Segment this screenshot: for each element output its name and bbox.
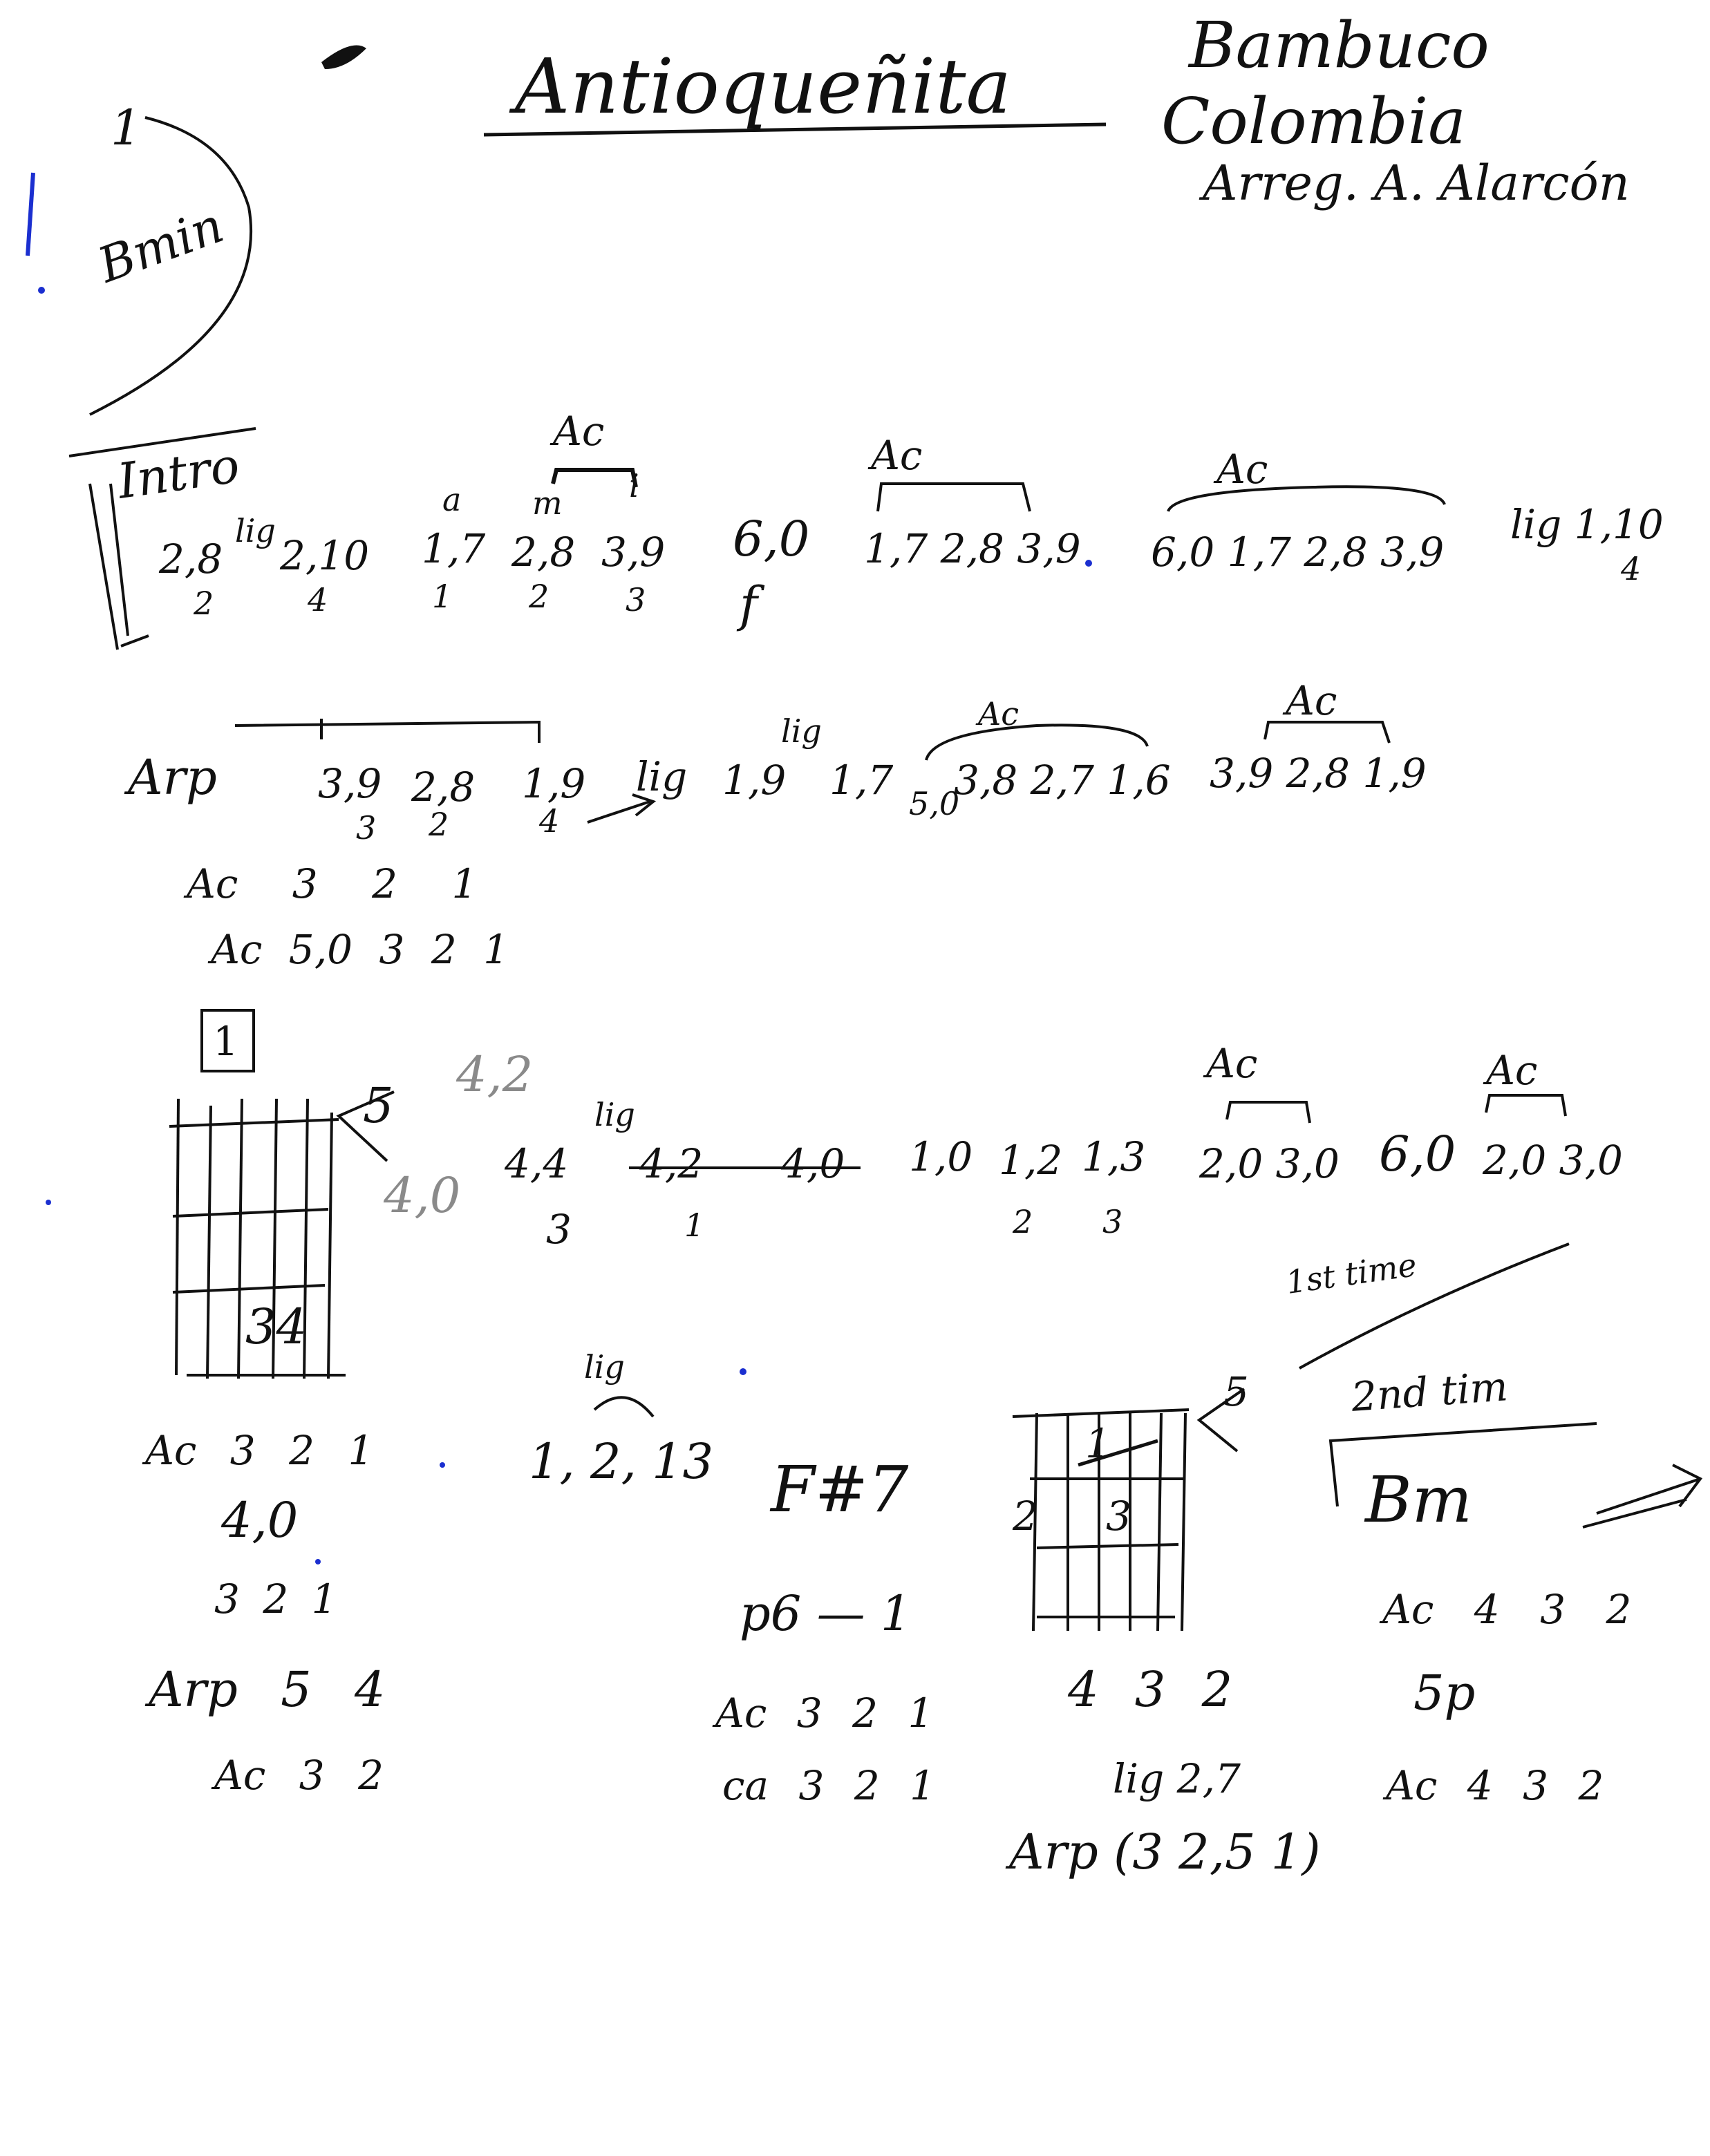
- arranger: Arreg. A. Alarcón: [1203, 155, 1630, 211]
- intro-finger-3: 1: [432, 578, 453, 615]
- grid2-finger-1: 1: [1085, 1420, 1111, 1467]
- arp-note-1: 3,9: [318, 760, 382, 807]
- arp-note-5: 1,7: [829, 757, 894, 804]
- p6-marking: p6 — 1: [740, 1585, 912, 1642]
- s1-ac-2: Ac: [1486, 1047, 1538, 1094]
- intro-note-5: 3,9: [601, 529, 666, 576]
- s1-note-struck-1: 4,2: [639, 1140, 704, 1187]
- arp-label: Arp: [128, 749, 217, 806]
- intro-pima-a: a: [442, 481, 462, 518]
- intro-note-3: 1,7: [422, 525, 486, 572]
- intro-note-7: 1,7 2,8 3,9: [864, 525, 1081, 572]
- grid1-fret-number: 5: [363, 1077, 394, 1134]
- intro-finger-5: 3: [626, 581, 646, 618]
- intro-finger-2: 4: [308, 581, 328, 618]
- grid1-fingers: 34: [245, 1298, 308, 1355]
- arp-note-4: 1,9: [722, 757, 787, 804]
- arp-ac-2: Ac: [1286, 677, 1337, 724]
- lower-ac-row-2: ca 3 2 1: [722, 1762, 936, 1809]
- lower-left-row-1: Ac 3 2 1: [145, 1427, 374, 1474]
- chord-name-bm: Bm: [1365, 1463, 1472, 1537]
- section-box-number: 1: [213, 1018, 238, 1065]
- intro-ac-1: Ac: [553, 408, 605, 455]
- grid2-finger-3: 3: [1106, 1493, 1131, 1540]
- s1-finger-4: 2: [1013, 1203, 1033, 1240]
- lower-left-row-5: Ac 3 2: [214, 1752, 384, 1799]
- intro-lig-1: lig: [235, 512, 276, 549]
- arp-note-8: 3,9 2,8 1,9: [1210, 750, 1427, 797]
- intro-note-8: 6,0 1,7 2,8 3,9: [1151, 529, 1445, 576]
- arp-finger-1: 3: [356, 809, 377, 847]
- arp-note-3: 1,9: [522, 760, 586, 807]
- intro-finger-1: 2: [194, 585, 214, 622]
- s1-note-3: 1,0: [909, 1133, 973, 1180]
- arp-note-6: 5,0: [909, 785, 960, 822]
- grid2-finger-2: 2: [1013, 1493, 1038, 1540]
- first-time-label: 1st time: [1284, 1246, 1419, 1301]
- arp-ac-row-2: Ac 5,0 3 2 1: [211, 926, 509, 973]
- s1-note-5: 1,3: [1082, 1133, 1146, 1180]
- lower-seq: 1, 2, 13: [529, 1433, 714, 1490]
- intro-note-2: 2,10: [280, 532, 370, 579]
- arp-ac-1: Ac: [978, 695, 1019, 732]
- s1-lig: lig: [594, 1096, 635, 1133]
- intro-dynamic-f: f: [740, 576, 758, 633]
- intro-note-9: lig 1,10: [1510, 501, 1664, 548]
- arp-finger-3: 4: [539, 802, 560, 840]
- intro-ac-3: Ac: [1216, 446, 1268, 493]
- lower-right-row-2: 5p: [1413, 1665, 1476, 1721]
- arp-lig-1: lig: [636, 753, 688, 800]
- arp-lig-2: lig: [781, 712, 822, 750]
- lower-left-row-2: 4,0: [221, 1492, 299, 1549]
- grid2-fret-number: 5: [1223, 1368, 1249, 1415]
- s1-ac-1: Ac: [1206, 1040, 1258, 1087]
- song-title: Antioqueñita: [515, 42, 1012, 131]
- arp-note-7: 3,8 2,7 1,6: [954, 757, 1171, 804]
- intro-note-6: 6,0: [733, 511, 810, 567]
- lower-left-row-4: Arp 5 4: [149, 1661, 386, 1718]
- grey-note-1: 4,2: [456, 1046, 534, 1103]
- arp-note-2: 2,8: [411, 764, 476, 811]
- intro-note-1: 2,8: [159, 536, 223, 583]
- lower-ac-row-1: Ac 3 2 1: [715, 1690, 934, 1737]
- intro-ac-2: Ac: [871, 432, 923, 479]
- s1-note-6: 2,0 3,0: [1199, 1140, 1340, 1187]
- ink-blot: [321, 46, 366, 70]
- country: Colombia: [1161, 84, 1466, 158]
- lower-left-row-3: 3 2 1: [214, 1576, 337, 1623]
- second-time-label: 2nd tim: [1349, 1363, 1510, 1421]
- lower-lig: lig: [584, 1348, 625, 1386]
- intro-pima-i: i: [629, 467, 639, 504]
- lower-right-row-1: Ac 4 3 2: [1382, 1586, 1632, 1633]
- intro-pima-m: m: [532, 484, 563, 522]
- arp-finger-2: 2: [429, 806, 449, 843]
- lower-right-row-3: Ac 4 3 2: [1386, 1762, 1604, 1809]
- lig-2-7: lig 2,7: [1113, 1755, 1241, 1802]
- s1-note-struck-2: 4,0: [781, 1140, 845, 1187]
- intro-finger-4: 2: [529, 578, 549, 615]
- s1-finger-5: 3: [1102, 1203, 1123, 1240]
- page-number: 1: [111, 100, 142, 156]
- s1-note-8: 2,0 3,0: [1483, 1137, 1623, 1184]
- intro-label: Intro: [114, 437, 243, 510]
- key-label: Bmin: [91, 196, 231, 294]
- lower-arp: Arp (3 2,5 1): [1009, 1824, 1321, 1880]
- s1-note-4: 1,2: [999, 1137, 1063, 1184]
- genre: Bambuco: [1189, 8, 1490, 82]
- s1-finger-1: 3: [546, 1206, 572, 1253]
- grey-note-2: 4,0: [384, 1167, 461, 1224]
- grid2-below: 4 3 2: [1068, 1661, 1233, 1718]
- intro-note-4: 2,8: [511, 529, 576, 576]
- chord-name-f-sharp-7: F#7: [771, 1453, 909, 1526]
- arp-ac-row-1: Ac 3 2 1: [187, 860, 478, 907]
- s1-note-1: 4,4: [505, 1140, 569, 1187]
- intro-finger-9: 4: [1621, 550, 1642, 587]
- s1-finger-2: 1: [684, 1207, 705, 1244]
- s1-note-7: 6,0: [1379, 1126, 1456, 1182]
